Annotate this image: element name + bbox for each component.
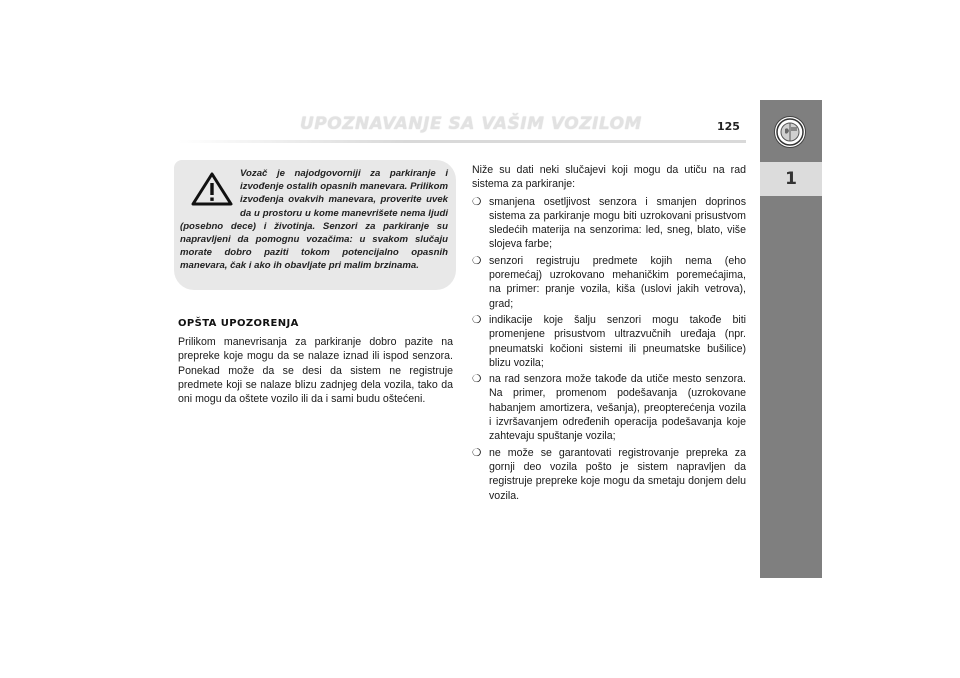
- list-item: [472, 372, 746, 443]
- right-column: [472, 163, 746, 505]
- warning-text: Vozač je najodgovorniji za parkiranje i izvođenje ostalih opasnih manevara. Prilikom izvođenja ovakvih manevara, proverite uvek da u prostoru u kome manevrišete nema ljudi (posebno dece) i životinja. Senzori za parkiranje su napravljeni da pomognu vozačima: u svakom slučaju morate dobro paziti tokom potencijalno opasnih manevara, čak i ako ih obavljate pri malim brzinama.: [180, 168, 448, 272]
- list-item: [472, 313, 746, 370]
- list-item-text: na rad senzora može takođe da utiče mesto senzora. Na primer, promenom podešavanja (uzrokovane habanjem amortizera, vešanja), preopterećenja vozila i izvršavanjem određenih operacija podešavanja koje zahtevaju spuštanje vozila;: [489, 373, 746, 443]
- general-warnings-paragraph: Prilikom manevrisanja za parkiranje dobro pazite na prepreke koje mogu da se nalaze iznad ili ispod senzora. Ponekad može da se desi da sistem ne registruje predmete koji se nalaze blizu zadnjeg dela vozila, tako da oni mogu da oštete vozilo ili da i sami budu oštećeni.: [178, 336, 453, 406]
- page-number: 125: [717, 120, 740, 133]
- brand-emblem-icon: [774, 116, 806, 148]
- conditions-intro: Niže su dati neki slučajevi koji mogu da utiču na rad sistema za parkiranje:: [472, 164, 746, 191]
- warning-callout: [174, 160, 456, 290]
- chapter-number[interactable]: 1: [760, 162, 822, 196]
- list-item-text: indikacije koje šalju senzori mogu takođe biti promenjene prisustvom ultrazvučnih uređaja (npr. pneumatski kočioni sistemi ili pneumatske bušilice) blizu vozila;: [489, 313, 746, 369]
- bullet-circle-icon: ❍: [472, 446, 482, 459]
- bullet-circle-icon: ❍: [472, 373, 482, 386]
- list-item: [472, 446, 746, 503]
- bullet-circle-icon: ❍: [472, 195, 482, 208]
- brand-emblem-graphic: [775, 117, 805, 147]
- bullet-circle-icon: ❍: [472, 313, 482, 326]
- list-item-text: ne može se garantovati registrovanje prepreka za gornji deo vozila pošto je sistem napravljen da registruje prepreke koje mogu da smetaju donjem delu vozila.: [489, 446, 746, 502]
- list-item: [472, 254, 746, 311]
- list-item-text: smanjena osetljivost senzora i smanjen doprinos sistema za parkiranje mogu biti uzrokovani prisustvom sledećih materija na senzorima: led, sneg, blato, više slojeva farbe;: [489, 195, 746, 251]
- bullet-circle-icon: ❍: [472, 254, 482, 267]
- page-header-title: UPOZNAVANJE SA VAŠIM VOZILOM: [300, 114, 642, 134]
- list-item: [472, 195, 746, 252]
- section-heading-general-warnings: OPŠTA UPOZORENJA: [178, 318, 299, 329]
- warning-triangle-icon: [190, 171, 234, 207]
- conditions-list: [472, 195, 746, 503]
- header-divider: [178, 140, 746, 143]
- list-item-text: senzori registruju predmete kojih nema (eho poremećaj) uzrokovano mehaničkim poremećajima, na primer: pranje vozila, kiša (uslovi jakih vetrova), grad;: [489, 254, 746, 310]
